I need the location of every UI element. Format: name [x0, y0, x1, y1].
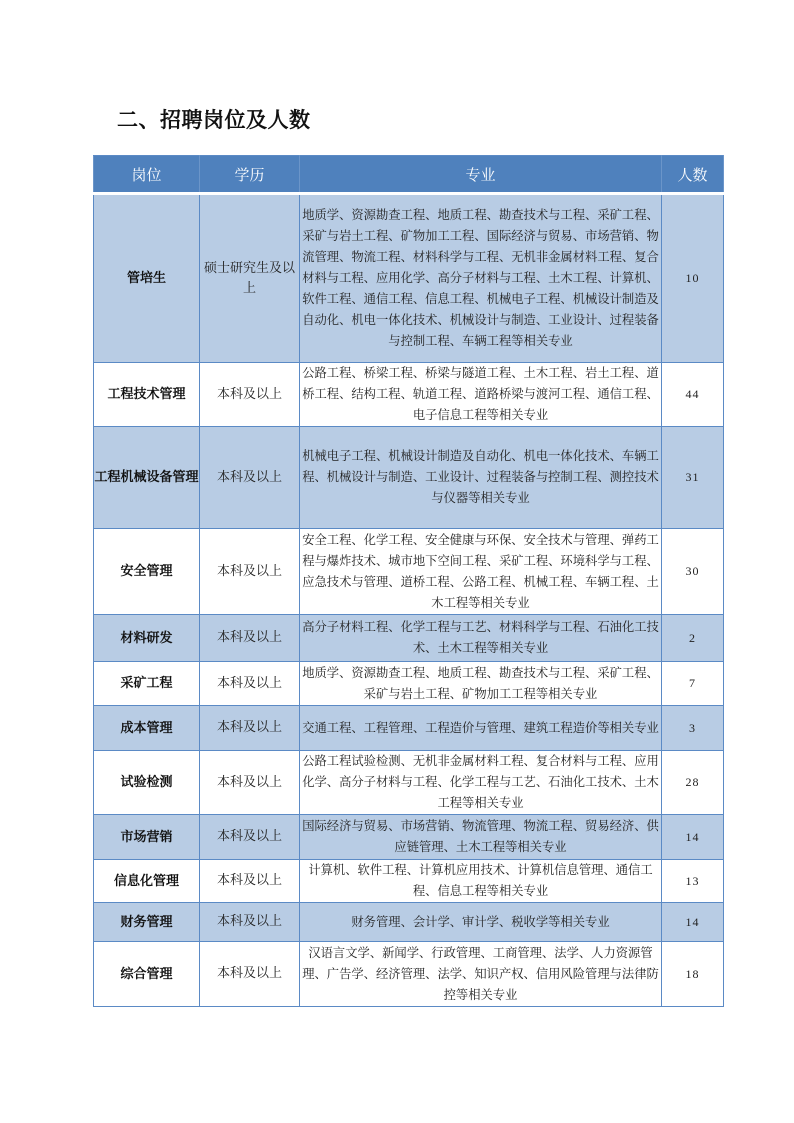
count-cell: 7	[662, 662, 724, 706]
table-row	[94, 615, 724, 662]
table-row	[94, 662, 724, 706]
position-cell: 信息化管理	[94, 860, 200, 903]
major-cell: 地质学、资源勘查工程、地质工程、勘查技术与工程、采矿工程、采矿与岩土工程、矿物加工工程、国际经济与贸易、市场营销、物流管理、物流工程、材料科学与工程、无机非金属材料工程、复合材料与工程、应用化学、高分子材料与工程、土木工程、计算机、软件工程、通信工程、信息工程、机械电子工程、机械设计制造及自动化、机电一体化技术、机械设计与制造、工业设计、过程装备与控制工程、车辆工程等相关专业	[300, 194, 662, 363]
education-cell: 本科及以上	[200, 706, 300, 751]
header-education: 学历	[200, 156, 300, 194]
table-row	[94, 942, 724, 1007]
position-cell: 管培生	[94, 194, 200, 363]
position-cell: 市场营销	[94, 815, 200, 860]
count-cell: 10	[662, 194, 724, 363]
table-row	[94, 363, 724, 427]
table-row	[94, 751, 724, 815]
education-cell: 本科及以上	[200, 942, 300, 1007]
count-cell: 30	[662, 529, 724, 615]
table-row	[94, 860, 724, 903]
count-cell: 13	[662, 860, 724, 903]
table-row	[94, 194, 724, 363]
count-cell: 14	[662, 815, 724, 860]
position-cell: 工程机械设备管理	[94, 427, 200, 529]
count-cell: 44	[662, 363, 724, 427]
position-cell: 财务管理	[94, 903, 200, 942]
major-cell: 机械电子工程、机械设计制造及自动化、机电一体化技术、车辆工程、机械设计与制造、工业设计、过程装备与控制工程、测控技术与仪器等相关专业	[300, 427, 662, 529]
education-cell: 硕士研究生及以上	[200, 194, 300, 363]
position-cell: 工程技术管理	[94, 363, 200, 427]
education-cell: 本科及以上	[200, 751, 300, 815]
position-cell: 安全管理	[94, 529, 200, 615]
major-cell: 计算机、软件工程、计算机应用技术、计算机信息管理、通信工程、信息工程等相关专业	[300, 860, 662, 903]
major-cell: 安全工程、化学工程、安全健康与环保、安全技术与管理、弹药工程与爆炸技术、城市地下空间工程、采矿工程、环境科学与工程、应急技术与管理、道桥工程、公路工程、机械工程、车辆工程、土木工程等相关专业	[300, 529, 662, 615]
major-cell: 汉语言文学、新闻学、行政管理、工商管理、法学、人力资源管理、广告学、经济管理、法学、知识产权、信用风险管理与法律防控等相关专业	[300, 942, 662, 1007]
count-cell: 31	[662, 427, 724, 529]
header-count: 人数	[662, 156, 724, 194]
education-cell: 本科及以上	[200, 363, 300, 427]
major-cell: 国际经济与贸易、市场营销、物流管理、物流工程、贸易经济、供应链管理、土木工程等相关专业	[300, 815, 662, 860]
education-cell: 本科及以上	[200, 529, 300, 615]
header-major: 专业	[300, 156, 662, 194]
major-cell: 公路工程、桥梁工程、桥梁与隧道工程、土木工程、岩土工程、道桥工程、结构工程、轨道工程、道路桥梁与渡河工程、通信工程、电子信息工程等相关专业	[300, 363, 662, 427]
major-cell: 公路工程试验检测、无机非金属材料工程、复合材料与工程、应用化学、高分子材料与工程、化学工程与工艺、石油化工技术、土木工程等相关专业	[300, 751, 662, 815]
table-row	[94, 903, 724, 942]
position-cell: 试验检测	[94, 751, 200, 815]
count-cell: 14	[662, 903, 724, 942]
position-cell: 采矿工程	[94, 662, 200, 706]
major-cell: 财务管理、会计学、审计学、税收学等相关专业	[300, 903, 662, 942]
education-cell: 本科及以上	[200, 903, 300, 942]
table-row	[94, 427, 724, 529]
count-cell: 18	[662, 942, 724, 1007]
section-title: 二、招聘岗位及人数	[117, 108, 311, 132]
count-cell: 3	[662, 706, 724, 751]
table-row	[94, 815, 724, 860]
education-cell: 本科及以上	[200, 427, 300, 529]
recruitment-table	[93, 155, 724, 1007]
header-position: 岗位	[94, 156, 200, 194]
education-cell: 本科及以上	[200, 615, 300, 662]
count-cell: 2	[662, 615, 724, 662]
major-cell: 地质学、资源勘查工程、地质工程、勘查技术与工程、采矿工程、采矿与岩土工程、矿物加工工程等相关专业	[300, 662, 662, 706]
table-row	[94, 706, 724, 751]
table-row	[94, 529, 724, 615]
education-cell: 本科及以上	[200, 860, 300, 903]
education-cell: 本科及以上	[200, 815, 300, 860]
major-cell: 高分子材料工程、化学工程与工艺、材料科学与工程、石油化工技术、土木工程等相关专业	[300, 615, 662, 662]
position-cell: 综合管理	[94, 942, 200, 1007]
position-cell: 成本管理	[94, 706, 200, 751]
major-cell: 交通工程、工程管理、工程造价与管理、建筑工程造价等相关专业	[300, 706, 662, 751]
position-cell: 材料研发	[94, 615, 200, 662]
education-cell: 本科及以上	[200, 662, 300, 706]
count-cell: 28	[662, 751, 724, 815]
table-header-row	[94, 156, 724, 194]
